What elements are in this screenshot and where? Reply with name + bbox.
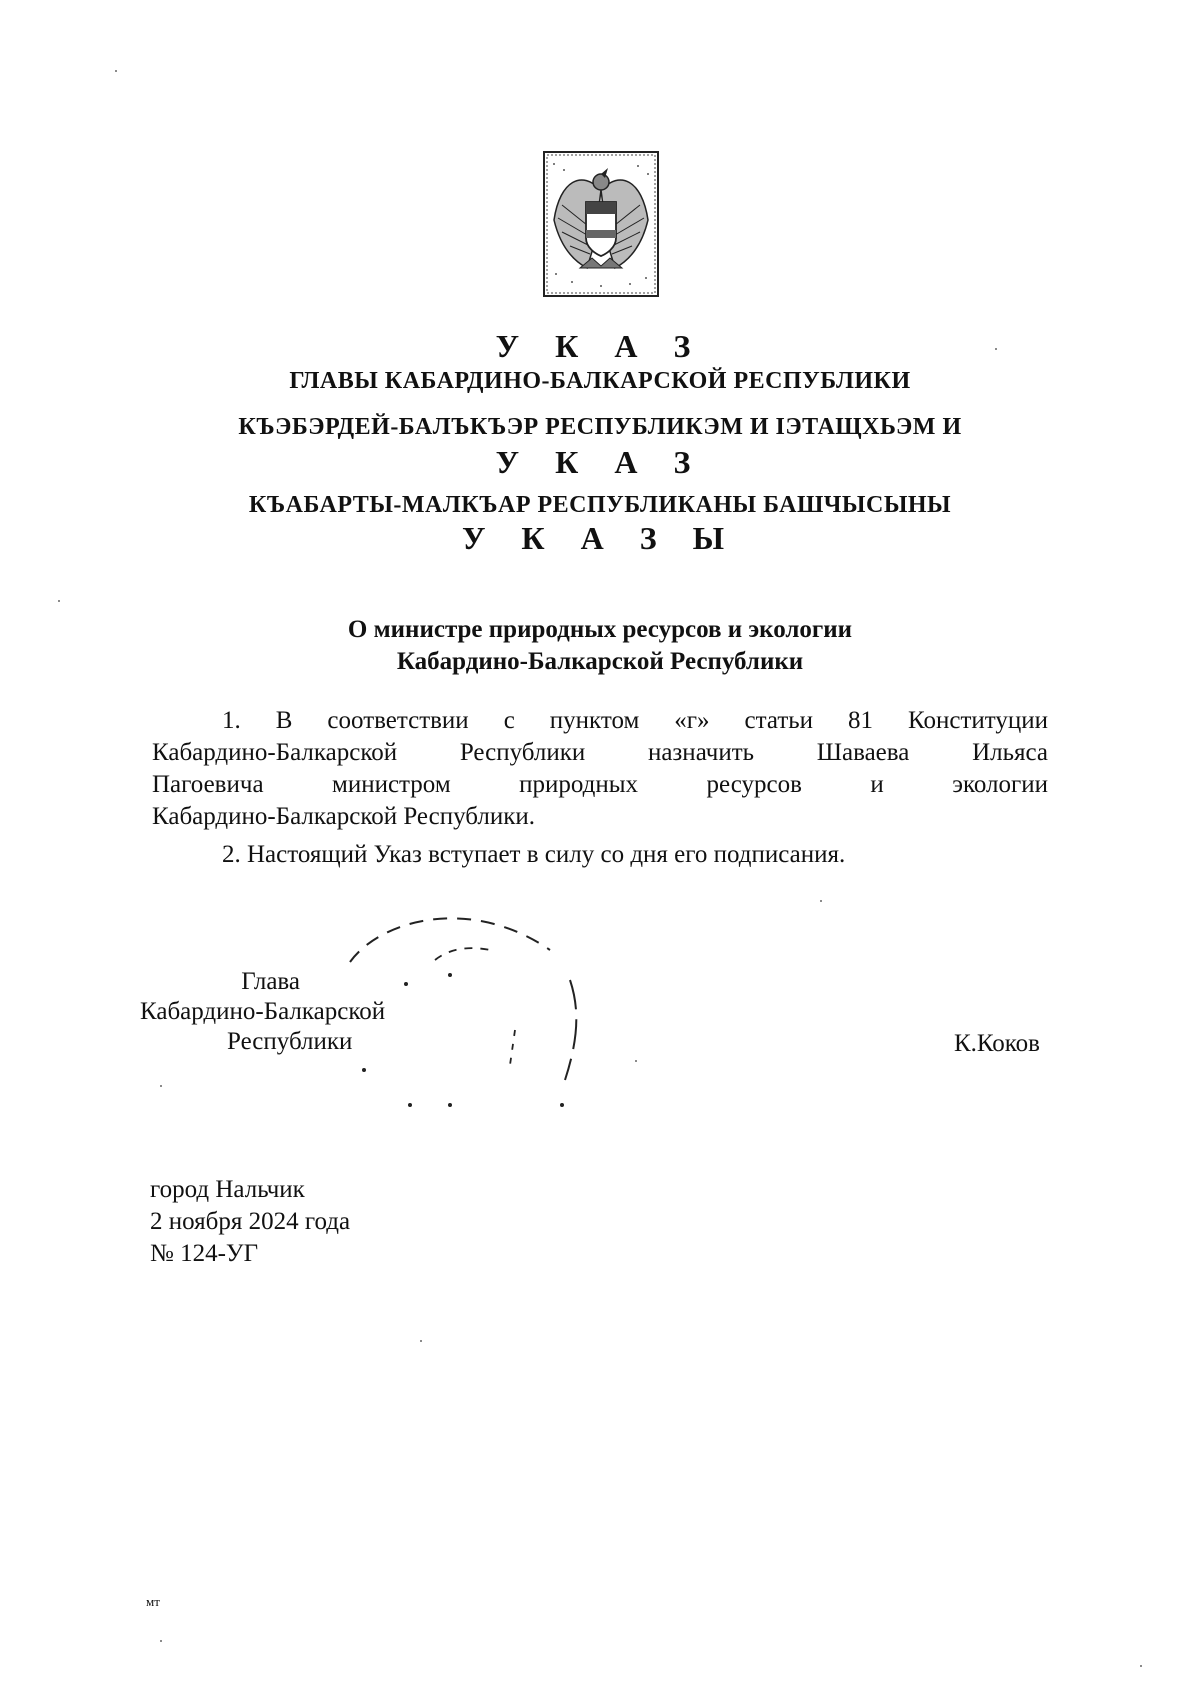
signatory-position-line2: Кабардино-Балкарской [140, 998, 386, 1025]
decree-heading-balkar: У К А З Ы [461, 520, 739, 556]
scan-speck [1140, 1665, 1142, 1667]
decree-number: № 124-УГ [150, 1240, 259, 1267]
header-line-balkar: КЪАБАРТЫ-МАЛКЪАР РЕСПУБЛИКАНЫ БАШЧЫСЫНЫ [248, 492, 952, 518]
signatory-name: К.Коков [953, 1030, 1040, 1057]
paragraph-1-line-4: Кабардино-Балкарской Республики. [152, 803, 536, 830]
paragraph-1-line-1: 1. В соответствии с пунктом «г» статьи 81 Конституции [222, 707, 1048, 734]
preparer-initials: мт [146, 1594, 160, 1609]
scan-speck [58, 600, 60, 602]
paragraph-1-line-2: Кабардино-Балкарской Республики назначить Шаваева Ильяса [152, 739, 1048, 766]
scan-speck [160, 1085, 162, 1087]
scan-speck [115, 70, 117, 72]
scan-speck [635, 1060, 637, 1062]
issue-city: город Нальчик [150, 1176, 305, 1203]
signatory-position-line1: Глава [241, 968, 300, 995]
decree-title-line2: Кабардино-Балкарской Республики [396, 648, 804, 675]
scan-speck [820, 900, 822, 902]
decree-heading-kabardian: У К А З [495, 444, 705, 480]
scan-speck [420, 1340, 422, 1342]
header-line-kabardian: КЪЭБЭРДЕЙ-БАЛЪКЪЭР РЕСПУБЛИКЭМ И IЭТАЩХЬЭМ И [238, 414, 962, 440]
signatory-position-line3: Республики [227, 1028, 353, 1055]
scan-speck [995, 348, 997, 350]
decree-title-line1: О министре природных ресурсов и экологии [347, 616, 853, 643]
paragraph-1-line-3: Пагоевича министром природных ресурсов и экологии [152, 771, 1048, 798]
coat-of-arms-icon [542, 150, 660, 298]
scan-speck [160, 1640, 162, 1642]
paragraph-2: 2. Настоящий Указ вступает в силу со дня его подписания. [222, 841, 846, 868]
header-line-russian: ГЛАВЫ КАБАРДИНО-БАЛКАРСКОЙ РЕСПУБЛИКИ [289, 368, 911, 394]
issue-date: 2 ноября 2024 года [150, 1208, 351, 1235]
decree-heading: У К А З [495, 328, 705, 364]
